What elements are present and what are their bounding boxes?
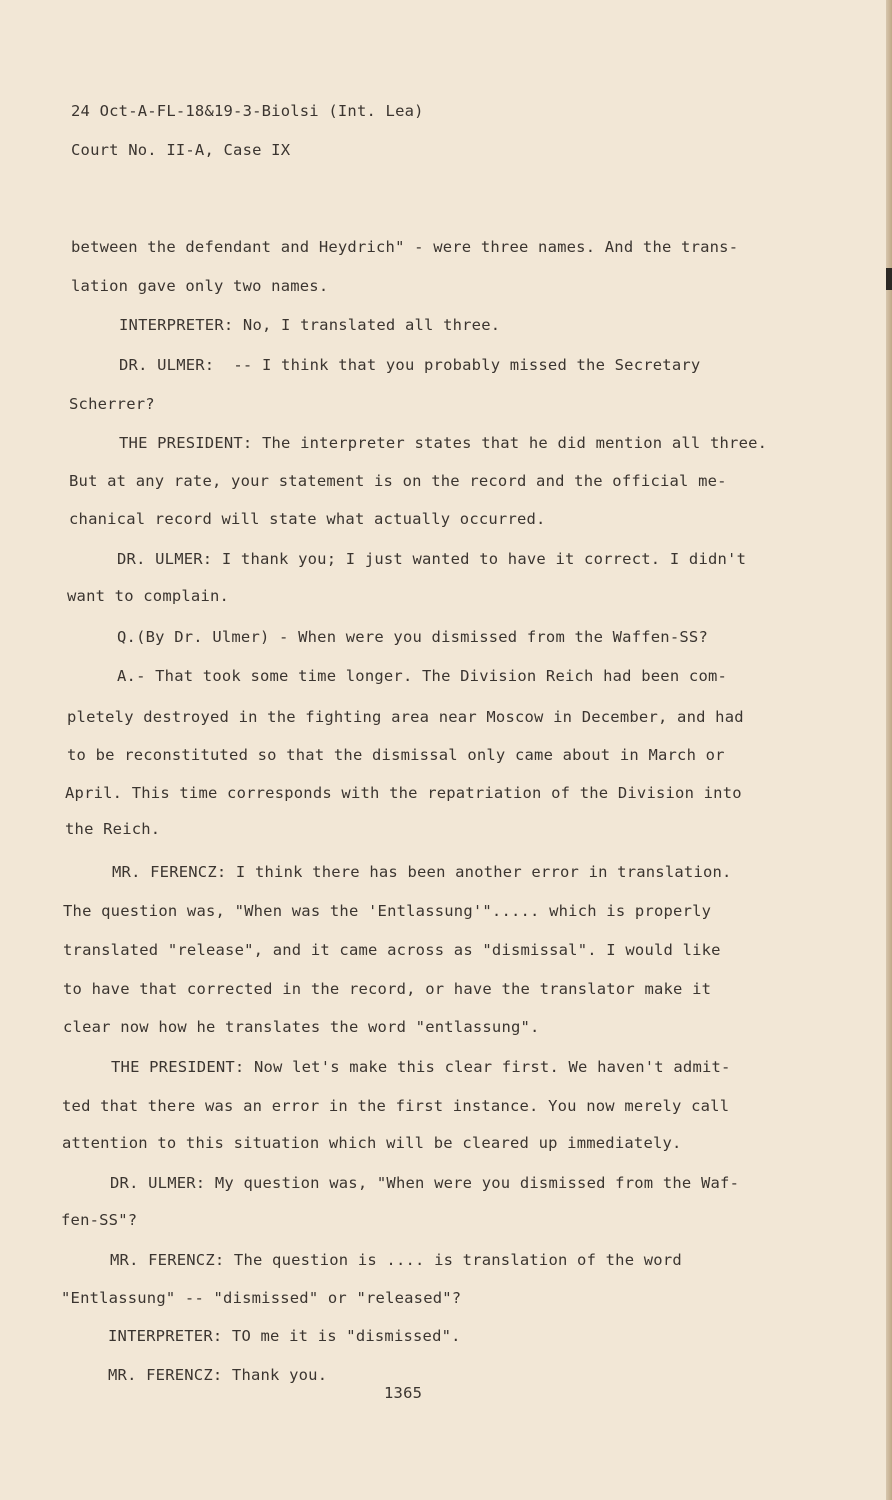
text-line: the Reich. <box>65 820 161 838</box>
text-line: MR. FERENCZ: The question is .... is translation of the word <box>110 1251 682 1269</box>
text-line: fen-SS"? <box>61 1211 138 1229</box>
text-line: chanical record will state what actually occurred. <box>69 510 546 528</box>
text-line: MR. FERENCZ: I think there has been another error in translation. <box>112 863 732 881</box>
header-court: Court No. II-A, Case IX <box>71 141 291 159</box>
text-line: April. This time corresponds with the repatriation of the Division into <box>65 784 742 802</box>
text-line: DR. ULMER: I thank you; I just wanted to have it correct. I didn't <box>117 550 747 568</box>
text-line: clear now how he translates the word "entlassung". <box>63 1018 540 1036</box>
text-line: between the defendant and Heydrich" - were three names. And the trans- <box>71 238 739 256</box>
text-line: THE PRESIDENT: The interpreter states that he did mention all three. <box>119 434 768 452</box>
edge-tab-mark <box>886 268 892 290</box>
text-line: ted that there was an error in the first instance. You now merely call <box>62 1097 730 1115</box>
text-line: INTERPRETER: No, I translated all three. <box>119 316 501 334</box>
text-line: But at any rate, your statement is on the record and the official me- <box>69 472 727 490</box>
text-line: DR. ULMER: -- I think that you probably missed the Secretary <box>119 356 701 374</box>
text-line: MR. FERENCZ: Thank you. <box>108 1366 328 1384</box>
text-line: INTERPRETER: TO me it is "dismissed". <box>108 1327 461 1345</box>
text-line: "Entlassung" -- "dismissed" or "released"? <box>61 1289 462 1307</box>
text-line: Scherrer? <box>69 395 155 413</box>
text-line: lation gave only two names. <box>71 277 329 295</box>
text-line: attention to this situation which will be cleared up immediately. <box>62 1134 682 1152</box>
text-line: pletely destroyed in the fighting area near Moscow in December, and had <box>67 708 744 726</box>
header-reference: 24 Oct-A-FL-18&19-3-Biolsi (Int. Lea) <box>71 102 424 120</box>
text-line: THE PRESIDENT: Now let's make this clear first. We haven't admit- <box>111 1058 731 1076</box>
text-line: DR. ULMER: My question was, "When were you dismissed from the Waf- <box>110 1174 740 1192</box>
text-line: translated "release", and it came across as "dismissal". I would like <box>63 941 721 959</box>
page-number: 1365 <box>384 1384 423 1402</box>
text-line: Q.(By Dr. Ulmer) - When were you dismissed from the Waffen-SS? <box>117 628 708 646</box>
page-edge <box>886 0 892 1500</box>
text-line: A.- That took some time longer. The Division Reich had been com- <box>117 667 728 685</box>
text-line: want to complain. <box>67 587 230 605</box>
text-line: to be reconstituted so that the dismissal only came about in March or <box>67 746 725 764</box>
text-line: The question was, "When was the 'Entlassung'"..... which is properly <box>63 902 712 920</box>
text-line: to have that corrected in the record, or have the translator make it <box>63 980 712 998</box>
